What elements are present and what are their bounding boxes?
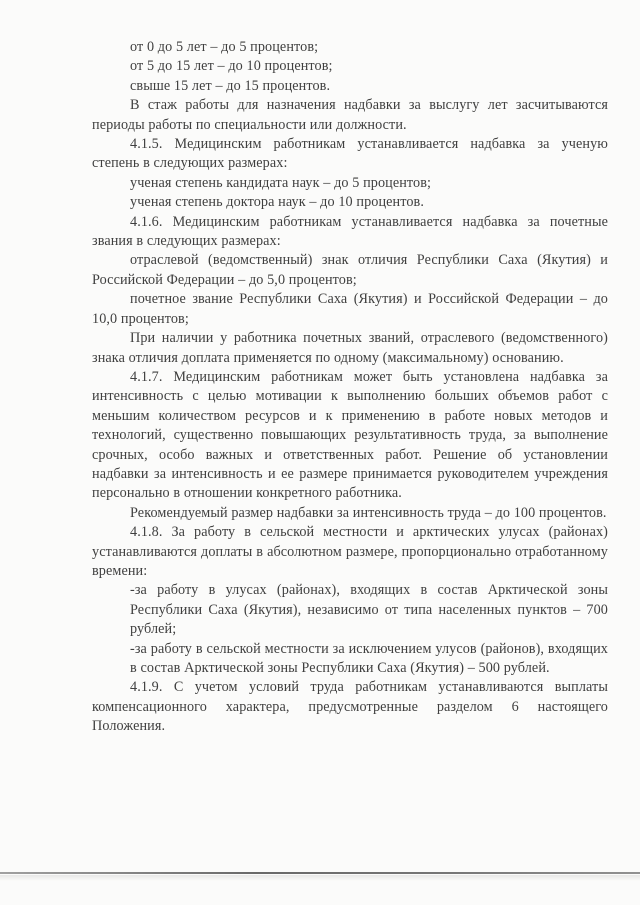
- seniority-rate-5-15: от 5 до 15 лет – до 10 процентов;: [130, 58, 333, 75]
- rural-area-payment: -за работу в сельской местности за исключением улусов (районов), входящих в состав Арктической зоны Республики Саха (Якутия) – 500 рублей.: [130, 640, 608, 676]
- scan-edge-shadow: [0, 875, 640, 881]
- candidate-degree-rate: ученая степень кандидата наук – до 5 процентов;: [130, 174, 432, 191]
- section-4-1-9: 4.1.9. С учетом условий труда работникам устанавливаются выплаты компенсационного характера, предусмотренные разделом 6 настоящего Положения.: [92, 679, 608, 735]
- seniority-rate-over-15: свыше 15 лет – до 15 процентов.: [130, 77, 331, 94]
- seniority-paragraph: В стаж работы для назначения надбавки за выслугу лет засчитываются периоды работы по специальности или должности.: [92, 97, 608, 133]
- scan-edge-line: [0, 872, 640, 874]
- section-4-1-6: 4.1.6. Медицинским работникам устанавливается надбавка за почетные звания в следующих размерах:: [92, 213, 608, 250]
- departmental-badge-rate: отраслевой (ведомственный) знак отличия Республики Саха (Якутия) и Российской Федерации – до 5,0 процентов;: [92, 252, 608, 288]
- section-4-1-7: 4.1.7. Медицинским работникам может быть установлена надбавка за интенсивность с целью мотивации к выполнению больших объемов работ с меньшим количеством ресурсов и к применению в работе новых методов и технологий, существенно повышающих результативность труда, за выполнение срочных, особо важных и ответственных работ. Решение об установлении надбавки за интенсивность и ее размере принимается руководителем учреждения персонально в отношении конкретного работника.: [92, 368, 608, 502]
- multiple-titles-note: При наличии у работника почетных званий, отраслевого (ведомственного) знака отличия доплата применяется по одному (максимальному) основанию.: [92, 330, 608, 366]
- honorary-title-rate: почетное звание Республики Саха (Якутия) и Российской Федерации – до 10,0 процентов;: [92, 291, 608, 327]
- section-4-1-5: 4.1.5. Медицинским работникам устанавливается надбавка за ученую степень в следующих размерах:: [92, 136, 608, 172]
- arctic-zone-payment: -за работу в улусах (районах), входящих в состав Арктической зоны Республики Саха (Якутия), независимо от типа населенных пунктов – 700 рублей;: [130, 582, 608, 638]
- intensity-recommended-rate: Рекомендуемый размер надбавки за интенсивность труда – до 100 процентов.: [130, 504, 607, 521]
- doctor-degree-rate: ученая степень доктора наук – до 10 процентов.: [130, 194, 424, 211]
- section-4-1-8: 4.1.8. За работу в сельской местности и арктических улусах (районах) устанавливаются доплаты в абсолютном размере, пропорционально отработанному времени:: [92, 524, 608, 579]
- document-body: [92, 38, 608, 737]
- seniority-rate-0-5: от 0 до 5 лет – до 5 процентов;: [130, 39, 319, 55]
